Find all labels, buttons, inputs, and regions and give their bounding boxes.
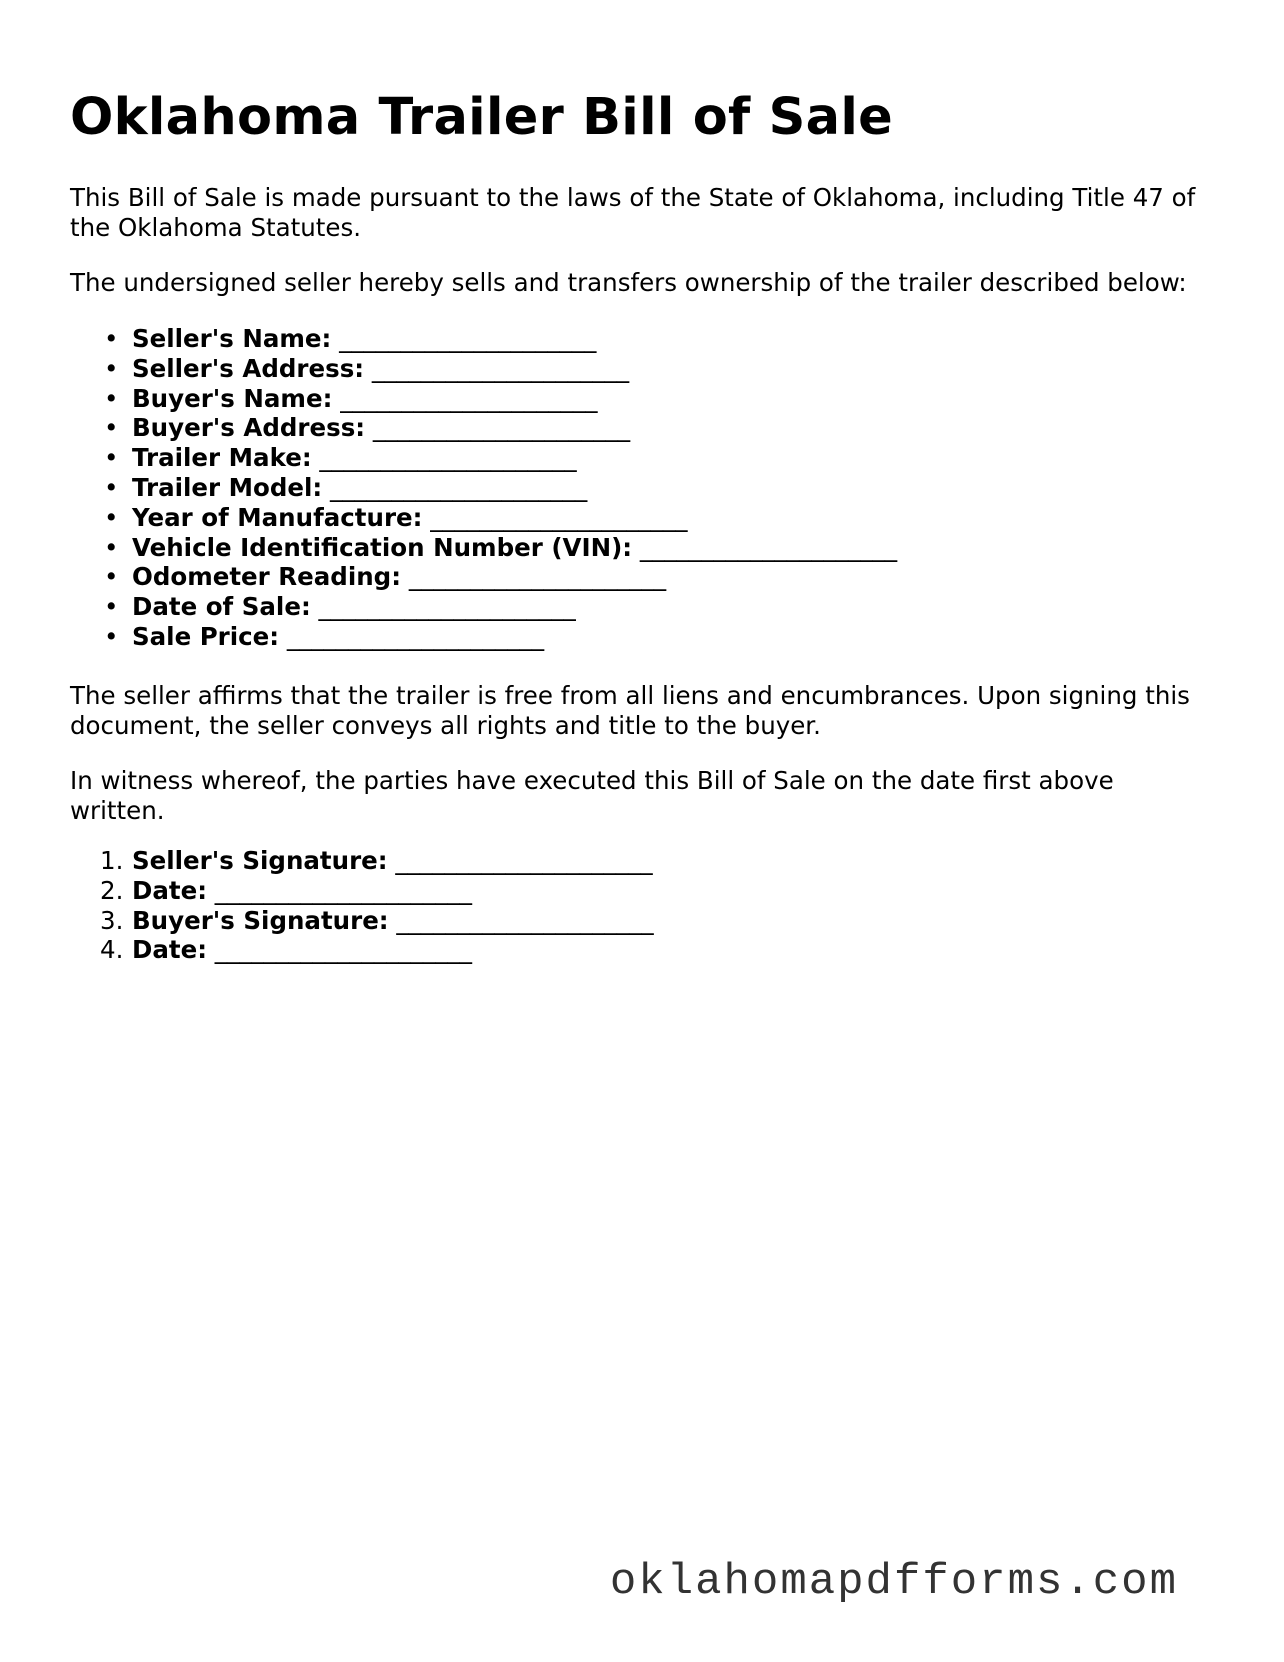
field-label: Date of Sale: xyxy=(132,592,311,622)
signature-label: Buyer's Signature: xyxy=(132,905,389,935)
document-title: Oklahoma Trailer Bill of Sale xyxy=(70,88,894,147)
bullet-icon: • xyxy=(104,621,119,651)
field-blank-line[interactable]: _____________________ xyxy=(372,413,631,443)
field-label: Vehicle Identification Number (VIN): xyxy=(132,532,633,562)
field-odometer-reading xyxy=(104,562,897,592)
signature-label: Seller's Signature: xyxy=(132,846,388,875)
field-trailer-make xyxy=(104,443,897,473)
field-blank-line[interactable]: _____________________ xyxy=(319,443,577,473)
field-blank-line[interactable]: _____________________ xyxy=(639,532,898,562)
field-label: Buyer's Address: xyxy=(132,413,366,443)
bullet-icon: • xyxy=(104,532,119,562)
trailer-fields-list xyxy=(104,324,898,652)
list-number: 4. xyxy=(100,935,124,965)
list-number: 2. xyxy=(100,875,124,905)
field-year-of-manufacture xyxy=(104,502,897,533)
signature-list xyxy=(100,846,654,965)
signature-label: Date: xyxy=(132,935,207,965)
field-blank-line[interactable]: _____________________ xyxy=(286,621,545,651)
signature-buyer-date xyxy=(100,935,654,965)
signature-blank-line[interactable]: _____________________ xyxy=(396,905,654,935)
field-date-of-sale xyxy=(104,592,897,622)
affirmation-paragraph: The seller affirms that the trailer is free from all liens and encumbrances. Upon signing this document, the seller conveys all rights and title to the buyer. xyxy=(70,681,1190,740)
field-blank-line[interactable]: _____________________ xyxy=(318,592,576,622)
field-label: Trailer Make: xyxy=(132,443,312,473)
field-blank-line[interactable]: _____________________ xyxy=(430,502,688,532)
field-blank-line[interactable]: _____________________ xyxy=(330,472,588,502)
field-blank-line[interactable]: _____________________ xyxy=(340,383,598,413)
signature-seller-date xyxy=(100,875,654,906)
signature-blank-line[interactable]: _____________________ xyxy=(214,935,473,965)
bullet-icon: • xyxy=(104,472,119,502)
field-sellers-address xyxy=(104,353,897,384)
site-watermark: oklahomapdfforms.com xyxy=(609,1557,1178,1607)
field-label: Buyer's Name: xyxy=(132,383,333,413)
field-label: Seller's Name: xyxy=(132,324,332,353)
bullet-icon: • xyxy=(104,443,119,473)
field-label: Seller's Address: xyxy=(132,353,365,383)
field-label: Year of Manufacture: xyxy=(132,502,423,532)
bullet-icon: • xyxy=(104,502,119,532)
field-trailer-model xyxy=(104,472,897,503)
signature-blank-line[interactable]: _____________________ xyxy=(214,875,473,905)
field-buyers-name xyxy=(104,383,897,414)
signature-blank-line[interactable]: _____________________ xyxy=(395,846,653,875)
bullet-icon: • xyxy=(104,353,119,383)
field-vin xyxy=(104,532,898,563)
signature-seller xyxy=(100,846,654,876)
witness-paragraph: In witness whereof, the parties have executed this Bill of Sale on the date first above written. xyxy=(70,766,1114,825)
intro-paragraph: This Bill of Sale is made pursuant to the laws of the State of Oklahoma, including Title 47 of the Oklahoma Statutes. xyxy=(70,183,1196,242)
field-buyers-address xyxy=(104,413,897,443)
signature-label: Date: xyxy=(132,875,207,905)
bullet-icon: • xyxy=(104,592,119,622)
list-number: 1. xyxy=(100,846,124,875)
bullet-icon: • xyxy=(104,383,119,413)
list-number: 3. xyxy=(100,905,124,935)
field-label: Sale Price: xyxy=(132,621,280,651)
field-label: Trailer Model: xyxy=(132,472,323,502)
bullet-icon: • xyxy=(104,413,119,443)
field-label: Odometer Reading: xyxy=(132,562,402,592)
field-blank-line[interactable]: _____________________ xyxy=(408,562,667,592)
bullet-icon: • xyxy=(104,562,119,592)
field-blank-line[interactable]: _____________________ xyxy=(339,324,597,353)
bullet-icon: • xyxy=(104,324,119,353)
field-blank-line[interactable]: _____________________ xyxy=(371,353,630,383)
signature-buyer xyxy=(100,905,654,936)
transfer-statement: The undersigned seller hereby sells and transfers ownership of the trailer described below: xyxy=(70,268,1187,297)
field-sellers-name xyxy=(104,324,897,354)
field-sale-price xyxy=(104,621,897,652)
